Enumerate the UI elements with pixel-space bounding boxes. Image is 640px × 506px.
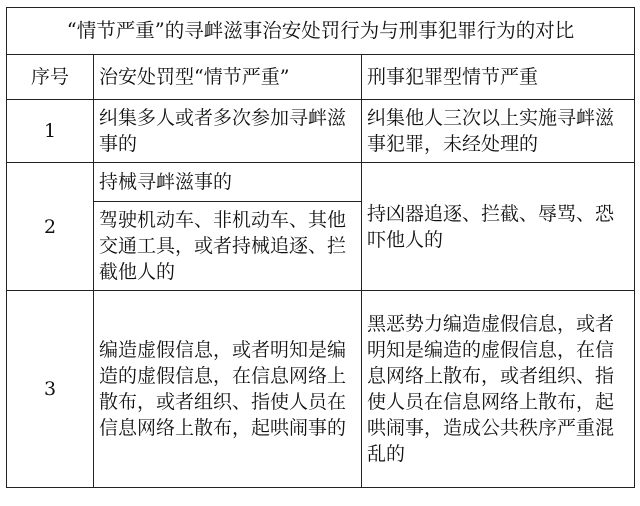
row-admin-cell: 纠集多人或者多次参加寻衅滋事的 (94, 100, 362, 163)
row-admin-cell: 驾驶机动车、非机动车、其他交通工具，或者持械追逐、拦截他人的 (94, 202, 362, 291)
comparison-table (6, 7, 635, 488)
header-criminal: 刑事犯罪型情节严重 (362, 55, 635, 100)
header-admin: 治安处罚型“情节严重” (94, 55, 362, 100)
row-admin-cell: 持械寻衅滋事的 (94, 163, 362, 202)
row-admin-cell: 编造虚假信息，或者明知是编造的虚假信息，在信息网络上散布，或者组织、指使人员在信息网络上散布，起哄闹事的 (94, 291, 362, 488)
row-criminal-cell: 黑恶势力编造虚假信息，或者明知是编造的虚假信息，在信息网络上散布，或者组织、指使人员在信息网络上散布，起哄闹事，造成公共秩序严重混乱的 (362, 291, 635, 488)
title-row (7, 8, 635, 55)
table-row (7, 100, 635, 163)
row-criminal-cell: 持凶器追逐、拦截、辱骂、恐吓他人的 (362, 163, 635, 291)
table-title: “情节严重”的寻衅滋事治安处罚行为与刑事犯罪行为的对比 (7, 8, 635, 55)
table-row (7, 163, 635, 202)
header-index: 序号 (7, 55, 94, 100)
table-row (7, 291, 635, 488)
row-index: 1 (7, 100, 94, 163)
header-row (7, 55, 635, 100)
row-criminal-cell: 纠集他人三次以上实施寻衅滋事犯罪，未经处理的 (362, 100, 635, 163)
row-index: 3 (7, 291, 94, 488)
row-index: 2 (7, 163, 94, 291)
